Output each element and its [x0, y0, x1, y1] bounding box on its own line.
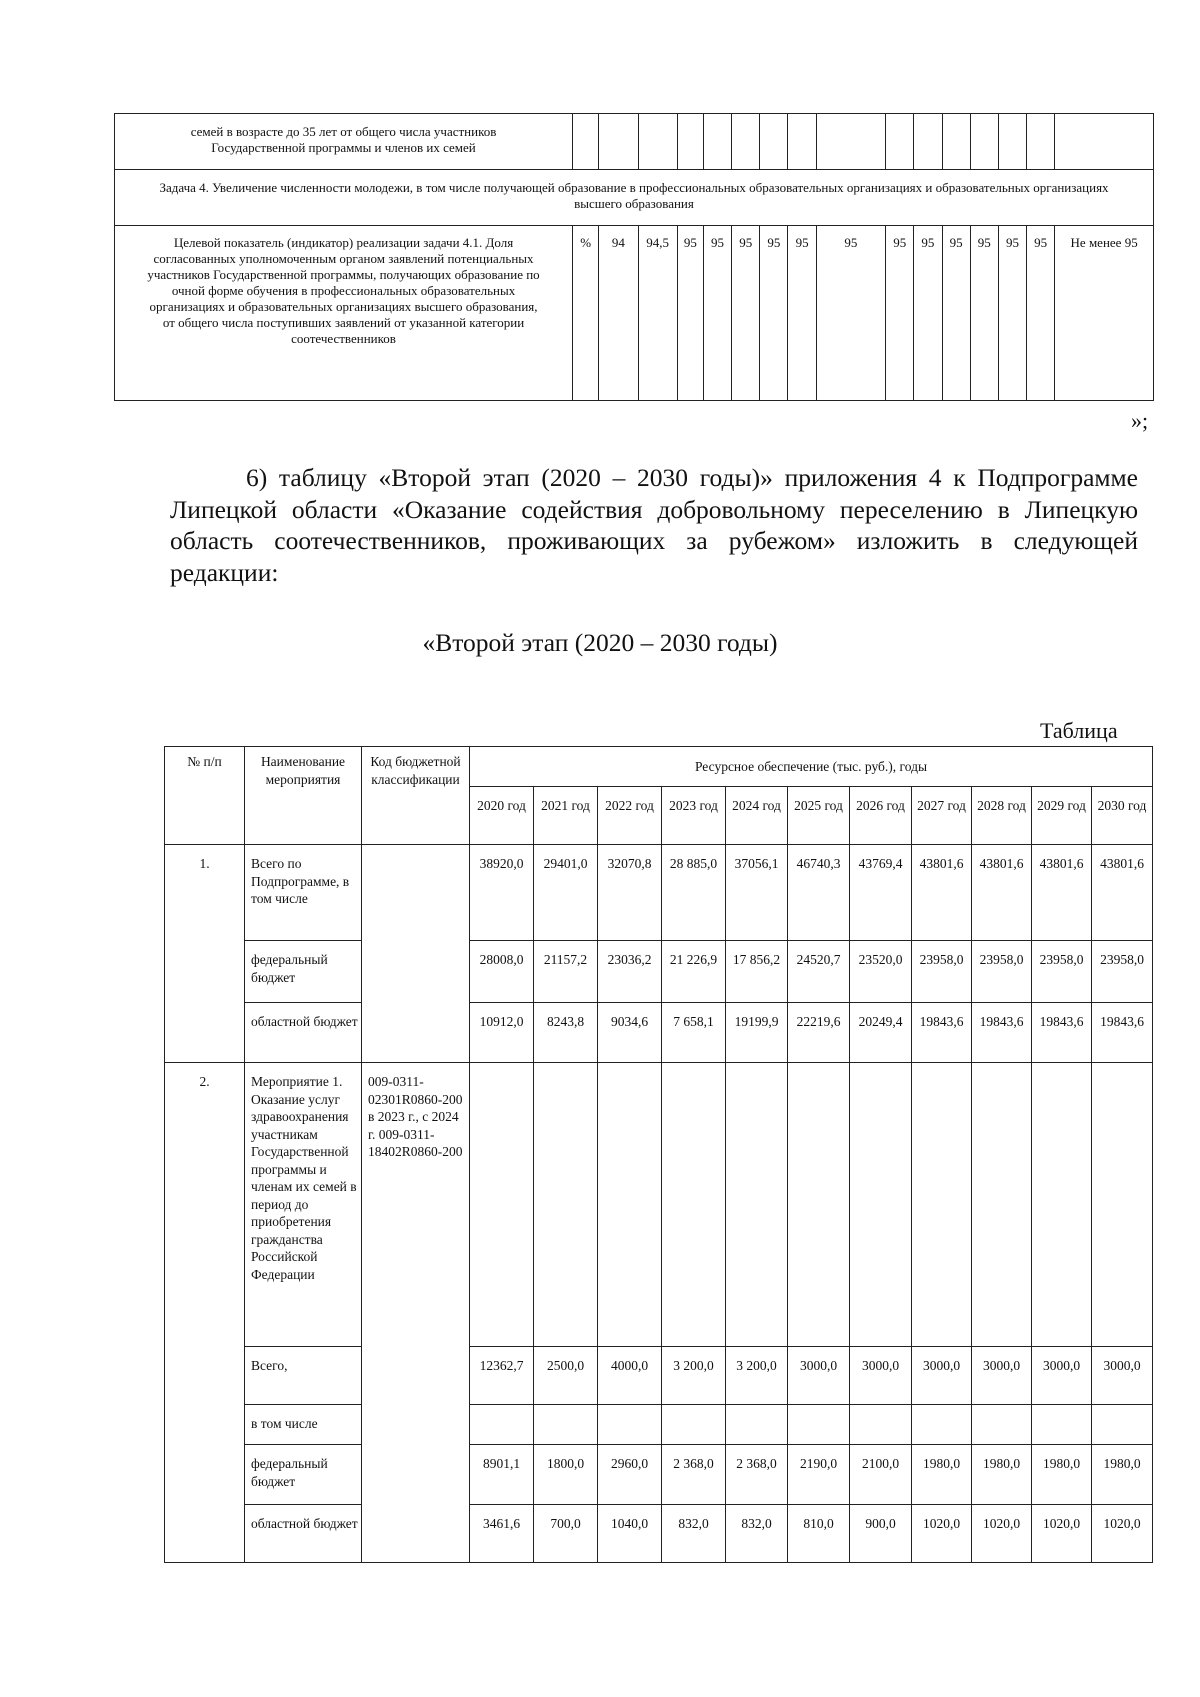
indicator-value: 95 — [942, 226, 970, 401]
row2-num: 2. — [165, 1063, 245, 1563]
indicator-value: 95 — [788, 226, 816, 401]
row1-federal-value: 23520,0 — [850, 941, 912, 1003]
indicator-value: 95 — [998, 226, 1026, 401]
row1-federal-value: 23958,0 — [1092, 941, 1153, 1003]
row1-total-value: 43801,6 — [912, 845, 972, 941]
row2-regional-value: 700,0 — [534, 1505, 598, 1563]
row1-federal-label: федеральный бюджет — [245, 941, 362, 1003]
row1-total-value: 43801,6 — [1092, 845, 1153, 941]
row2-federal-value: 2190,0 — [788, 1445, 850, 1505]
row1-regional-value: 7 658,1 — [662, 1003, 726, 1063]
row2-code: 009-0311-02301R0860-200 в 2023 г., с 2024 г. 009-0311-18402R0860-200 — [362, 1063, 470, 1563]
row1-code — [362, 845, 470, 1063]
row2-federal-value: 1980,0 — [912, 1445, 972, 1505]
indicator-last: Не менее 95 — [1055, 226, 1154, 401]
row2-federal-value: 2 368,0 — [662, 1445, 726, 1505]
header-resource: Ресурсное обеспечение (тыс. руб.), годы — [470, 747, 1153, 787]
header-year: 2023 год — [662, 787, 726, 845]
header-year: 2030 год — [1092, 787, 1153, 845]
row1-federal-value: 17 856,2 — [726, 941, 788, 1003]
row1-regional-label: областной бюджет — [245, 1003, 362, 1063]
row2-regional-value: 832,0 — [662, 1505, 726, 1563]
closing-quote: »; — [1131, 408, 1149, 433]
row1-total-value: 28 885,0 — [662, 845, 726, 941]
row1-total-value: 37056,1 — [726, 845, 788, 941]
row2-regional-value: 3461,6 — [470, 1505, 534, 1563]
row1-regional-value: 19843,6 — [912, 1003, 972, 1063]
row2-total-value: 3000,0 — [788, 1347, 850, 1405]
header-year: 2026 год — [850, 787, 912, 845]
row2-total-value: 3 200,0 — [726, 1347, 788, 1405]
row1-total-value: 29401,0 — [534, 845, 598, 941]
row2-federal-value: 1980,0 — [1092, 1445, 1153, 1505]
indicator-value: 95 — [760, 226, 788, 401]
row1-total-value: 38920,0 — [470, 845, 534, 941]
row2-regional-value: 900,0 — [850, 1505, 912, 1563]
row2-total-value: 4000,0 — [598, 1347, 662, 1405]
row1-federal-value: 28008,0 — [470, 941, 534, 1003]
indicator-value: 95 — [914, 226, 942, 401]
resource-table — [164, 746, 1153, 1563]
header-name: Наименование мероприятия — [245, 747, 362, 845]
row2-regional-value: 1020,0 — [1032, 1505, 1092, 1563]
row1-regional-value: 19843,6 — [972, 1003, 1032, 1063]
row1-total-value: 43801,6 — [1032, 845, 1092, 941]
indicator-value: 94,5 — [638, 226, 677, 401]
row1-regional-value: 19199,9 — [726, 1003, 788, 1063]
row1-regional-value: 10912,0 — [470, 1003, 534, 1063]
row2-total-value: 3000,0 — [850, 1347, 912, 1405]
row2-regional-value: 1020,0 — [1092, 1505, 1153, 1563]
indicator-value: 95 — [677, 226, 703, 401]
row2-regional-label: областной бюджет — [245, 1505, 362, 1563]
row1-regional-value: 20249,4 — [850, 1003, 912, 1063]
row2-federal-value: 1980,0 — [972, 1445, 1032, 1505]
row2-federal-value: 2960,0 — [598, 1445, 662, 1505]
header-year: 2027 год — [912, 787, 972, 845]
row2-name: Мероприятие 1. Оказание услуг здравоохранения участникам Государственной программы и членам их семей в период до приобретения гражданства Российской Федерации — [245, 1063, 362, 1347]
row1-num: 1. — [165, 845, 245, 1063]
row2-regional-value: 832,0 — [726, 1505, 788, 1563]
header-num: № п/п — [165, 747, 245, 845]
row2-total-value: 3000,0 — [972, 1347, 1032, 1405]
indicator-value: 94 — [599, 226, 638, 401]
row1-regional-value: 8243,8 — [534, 1003, 598, 1063]
previous-table — [114, 113, 1154, 401]
row2-total-value: 12362,7 — [470, 1347, 534, 1405]
row1-federal-value: 21 226,9 — [662, 941, 726, 1003]
header-year: 2024 год — [726, 787, 788, 845]
row2-federal-value: 1800,0 — [534, 1445, 598, 1505]
indicator-value: 95 — [886, 226, 914, 401]
row1-total-value: 43769,4 — [850, 845, 912, 941]
header-year: 2028 год — [972, 787, 1032, 845]
row2-federal-value: 2100,0 — [850, 1445, 912, 1505]
task4-heading: Задача 4. Увеличение численности молодежи, в том числе получающей образование в профессиональных образовательных организациях и образовательных организациях высшего образования — [115, 170, 1154, 226]
row2-including-label: в том числе — [245, 1405, 362, 1445]
row2-total-value: 3000,0 — [1092, 1347, 1153, 1405]
row2-federal-value: 8901,1 — [470, 1445, 534, 1505]
row2-total-value: 2500,0 — [534, 1347, 598, 1405]
row1-total-value: 43801,6 — [972, 845, 1032, 941]
row1-regional-value: 19843,6 — [1032, 1003, 1092, 1063]
row2-federal-value: 1980,0 — [1032, 1445, 1092, 1505]
indicator-value: 95 — [732, 226, 760, 401]
row1-federal-value: 23958,0 — [1032, 941, 1092, 1003]
row2-regional-value: 810,0 — [788, 1505, 850, 1563]
indicator-value: 95 — [816, 226, 885, 401]
section-subtitle: «Второй этап (2020 – 2030 годы) — [422, 628, 778, 657]
row1-regional-value: 19843,6 — [1092, 1003, 1153, 1063]
header-year: 2025 год — [788, 787, 850, 845]
indicator-value: 95 — [970, 226, 998, 401]
header-year: 2022 год — [598, 787, 662, 845]
row2-total-value: 3000,0 — [1032, 1347, 1092, 1405]
row2-regional-value: 1040,0 — [598, 1505, 662, 1563]
row1-regional-value: 22219,6 — [788, 1003, 850, 1063]
row1-total-value: 46740,3 — [788, 845, 850, 941]
row2-regional-value: 1020,0 — [972, 1505, 1032, 1563]
header-year: 2029 год — [1032, 787, 1092, 845]
row1-federal-value: 23958,0 — [912, 941, 972, 1003]
row1-total-value: 32070,8 — [598, 845, 662, 941]
indicator-unit: % — [573, 226, 599, 401]
row1-federal-value: 21157,2 — [534, 941, 598, 1003]
header-year: 2020 год — [470, 787, 534, 845]
indicator-value: 95 — [1027, 226, 1055, 401]
row2-total-value: 3 200,0 — [662, 1347, 726, 1405]
header-code: Код бюджетной классификации — [362, 747, 470, 845]
table-label: Таблица — [1040, 718, 1118, 743]
header-year: 2021 год — [534, 787, 598, 845]
row2-total-label: Всего, — [245, 1347, 362, 1405]
row1-federal-value: 24520,7 — [788, 941, 850, 1003]
prev-row1-text: семей в возрасте до 35 лет от общего числа участников Государственной программы и членов их семей — [115, 114, 573, 170]
row2-federal-label: федеральный бюджет — [245, 1445, 362, 1505]
row1-regional-value: 9034,6 — [598, 1003, 662, 1063]
amendment-paragraph: 6) таблицу «Второй этап (2020 – 2030 годы)» приложения 4 к Подпрограмме Липецкой области «Оказание содействия добровольному переселению в Липецкую область соотечественников, проживающих за рубежом» изложить в следующей редакции: — [170, 463, 1138, 587]
indicator-value: 95 — [703, 226, 731, 401]
row1-federal-value: 23036,2 — [598, 941, 662, 1003]
row2-federal-value: 2 368,0 — [726, 1445, 788, 1505]
row1-total-label: Всего по Подпрограмме, в том числе — [245, 845, 362, 941]
row2-total-value: 3000,0 — [912, 1347, 972, 1405]
row1-federal-value: 23958,0 — [972, 941, 1032, 1003]
row2-regional-value: 1020,0 — [912, 1505, 972, 1563]
indicator-text: Целевой показатель (индикатор) реализации задачи 4.1. Доля согласованных уполномоченным органом заявлений потенциальных участников Государственной программы, получающих образование по очной форме обучения в профессиональных образовательных организациях и образовательных организациях высшего образования, от общего числа поступивших заявлений от указанной категории соотечественников — [115, 226, 573, 401]
